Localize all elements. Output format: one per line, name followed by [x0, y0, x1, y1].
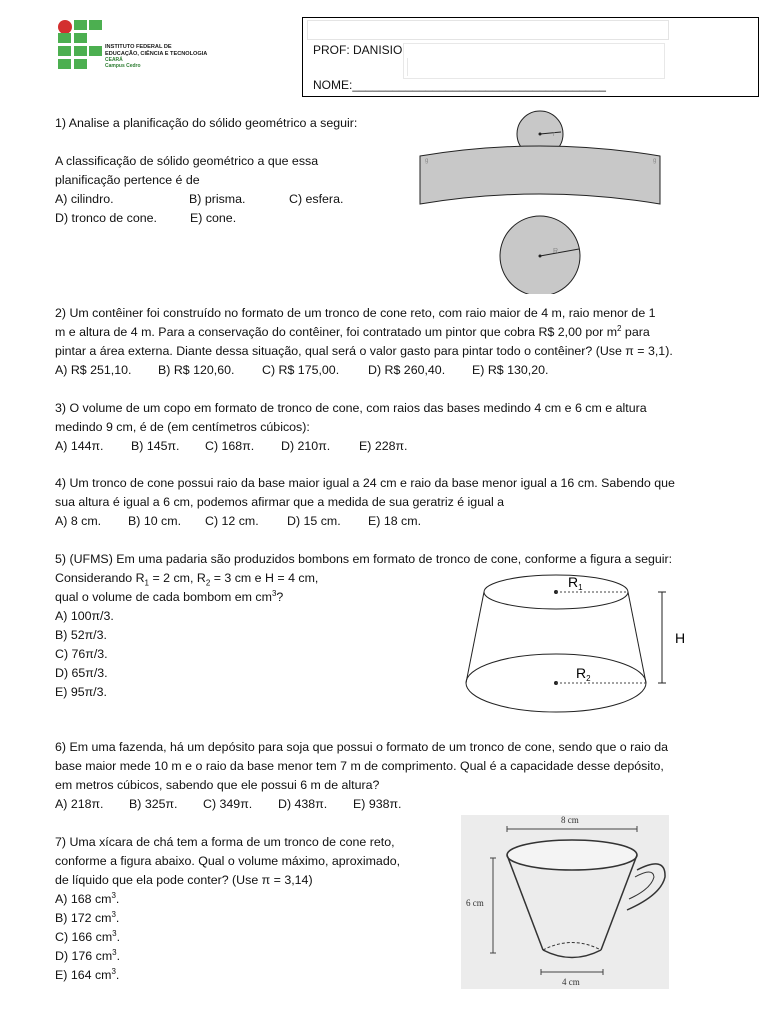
- fig-label-r2: $R_2$: [576, 665, 591, 683]
- q2-options: [55, 361, 548, 380]
- q1-text: planificação pertence é de: [55, 173, 200, 187]
- q4-option-e[interactable]: E) 18 cm.: [368, 514, 422, 528]
- q5-text: 5) (UFMS) Em uma padaria são produzidos bombons em formato de tronco de cone, conforme a figura a seguir:: [55, 552, 673, 566]
- q6-text: 6) Em uma fazenda, há um depósito para soja que possui o formato de um tronco de cone, sendo que o raio da: [55, 740, 669, 754]
- q1-text: A classificação de sólido geométrico a que essa: [55, 154, 319, 168]
- cup-label-bottom: 4 cm: [562, 977, 580, 987]
- q1-statement: 1) Analise a planificação do sólido geométrico a seguir:: [55, 116, 358, 130]
- q6-option-c[interactable]: C) 349π.: [203, 797, 253, 811]
- q3-option-d[interactable]: D) 210π.: [281, 439, 331, 453]
- q2-option-c[interactable]: C) R$ 175,00.: [262, 363, 340, 377]
- logo: [57, 19, 217, 71]
- q7-option-b[interactable]: B) 172 $cm^3$.: [55, 909, 120, 925]
- cup-label-top: 8 cm: [561, 815, 579, 825]
- q1-option-a[interactable]: A) cilindro.: [55, 192, 114, 206]
- prof-label: PROF: DANISIO: [313, 43, 403, 57]
- fig-label-R: R: [553, 248, 559, 255]
- q3-option-b[interactable]: B) 145π.: [131, 439, 180, 453]
- q5-option-d[interactable]: D) 65π/3.: [55, 666, 108, 680]
- q1-options: [55, 209, 236, 228]
- logo-text: INSTITUTO FEDERAL DE EDUCAÇÃO, CIÊNCIA E TECNOLOGIA CEARÁ Campus Cedro: [105, 44, 208, 69]
- q7-option-c[interactable]: C) 166 $cm^3$.: [55, 928, 121, 944]
- q2-option-e[interactable]: E) R$ 130,20.: [472, 363, 549, 377]
- q4-option-b[interactable]: B) 10 cm.: [128, 514, 182, 528]
- q3-option-a[interactable]: A) 144π.: [55, 439, 104, 453]
- q6-option-a[interactable]: A) 218π.: [55, 797, 104, 811]
- q1-option-e[interactable]: E) cone.: [190, 211, 237, 225]
- q1-option-c[interactable]: C) esfera.: [289, 192, 344, 206]
- q2-option-d[interactable]: D) R$ 260,40.: [368, 363, 446, 377]
- q2-text: 2) Um contêiner foi construído no formato de um tronco de cone reto, com raio maior de 4 m, raio menor de 1: [55, 306, 656, 320]
- fig-label-r: r: [553, 132, 555, 138]
- cup-label-height: 6 cm: [466, 898, 484, 908]
- q4-options: [55, 512, 421, 531]
- header-box: [302, 17, 759, 97]
- q1-option-d[interactable]: D) tronco de cone.: [55, 211, 157, 225]
- q7-text: de líquido que ela pode conter? (Use π = 3,14): [55, 873, 313, 887]
- q5-option-e[interactable]: E) 95π/3.: [55, 685, 107, 699]
- q1-options: [55, 190, 343, 209]
- q7-text: conforme a figura abaixo. Qual o volume máximo, aproximado,: [55, 854, 401, 868]
- q2-text: pintar a área externa. Diante dessa situação, qual será o valor gasto para pintar todo o contêiner? (Use π = 3,1).: [55, 344, 673, 358]
- q5-figure-frustum: [462, 570, 702, 720]
- fig-label-g-right: g: [653, 158, 657, 164]
- name-field[interactable]: NOME:______________________________________: [313, 78, 606, 92]
- q7-figure-cup: [461, 815, 669, 989]
- q6-option-d[interactable]: D) 438π.: [278, 797, 328, 811]
- q6-option-e[interactable]: E) 938π.: [353, 797, 402, 811]
- logo-emblem: [57, 19, 103, 71]
- q1-option-b[interactable]: B) prisma.: [189, 192, 246, 206]
- q2-option-a[interactable]: A) R$ 251,10.: [55, 363, 132, 377]
- q5-option-c[interactable]: C) 76π/3.: [55, 647, 108, 661]
- q1-figure-cone-net: [405, 108, 675, 294]
- q6-option-b[interactable]: B) 325π.: [129, 797, 178, 811]
- q3-option-c[interactable]: C) 168π.: [205, 439, 255, 453]
- q5-option-a[interactable]: A) 100π/3.: [55, 609, 114, 623]
- q6-text: base maior mede 10 m e o raio da base menor tem 7 m de comprimento. Qual é a capacidade desse depósito,: [55, 759, 664, 773]
- q2-option-b[interactable]: B) R$ 120,60.: [158, 363, 235, 377]
- q5-text: qual o volume de cada bombom em $cm^3$?: [55, 588, 284, 604]
- q4-text: sua altura é igual a 6 cm, podemos afirmar que a medida de sua geratriz é igual a: [55, 495, 505, 509]
- q3-option-e[interactable]: E) 228π.: [359, 439, 408, 453]
- q4-option-d[interactable]: D) 15 cm.: [287, 514, 341, 528]
- fig-label-g-left: g: [425, 158, 429, 164]
- q3-text: medindo 9 cm, é de (em centímetros cúbicos):: [55, 420, 310, 434]
- q5-text: Considerando $R_1 = 2$ cm, $R_2 = 3$ cm e H = 4 cm,: [55, 571, 319, 588]
- q7-text: 7) Uma xícara de chá tem a forma de um tronco de cone reto,: [55, 835, 395, 849]
- q7-option-d[interactable]: D) 176 $cm^3$.: [55, 947, 121, 963]
- q7-option-e[interactable]: E) 164 $cm^3$.: [55, 966, 120, 982]
- q5-option-b[interactable]: B) 52π/3.: [55, 628, 107, 642]
- q3-options: [55, 437, 408, 456]
- q2-text: m e altura de 4 m. Para a conservação do contêiner, foi contratado um pintor que cobra R$ 2,00 por $m^2$ para: [55, 323, 650, 339]
- fig-label-h: H: [675, 630, 686, 646]
- q7-option-a[interactable]: A) 168 $cm^3$.: [55, 890, 120, 906]
- q6-text: em metros cúbicos, sabendo que ele possui 6 m de altura?: [55, 778, 380, 792]
- fig-label-r1: $R_1$: [568, 574, 583, 592]
- q4-option-c[interactable]: C) 12 cm.: [205, 514, 259, 528]
- q4-option-a[interactable]: A) 8 cm.: [55, 514, 102, 528]
- q6-options: [55, 795, 402, 814]
- q3-text: 3) O volume de um copo em formato de tronco de cone, com raios das bases medindo 4 cm e 6 cm e altura: [55, 401, 647, 415]
- q4-text: 4) Um tronco de cone possui raio da base maior igual a 24 cm e raio da base menor igual a 16 cm. Sabendo que: [55, 476, 675, 490]
